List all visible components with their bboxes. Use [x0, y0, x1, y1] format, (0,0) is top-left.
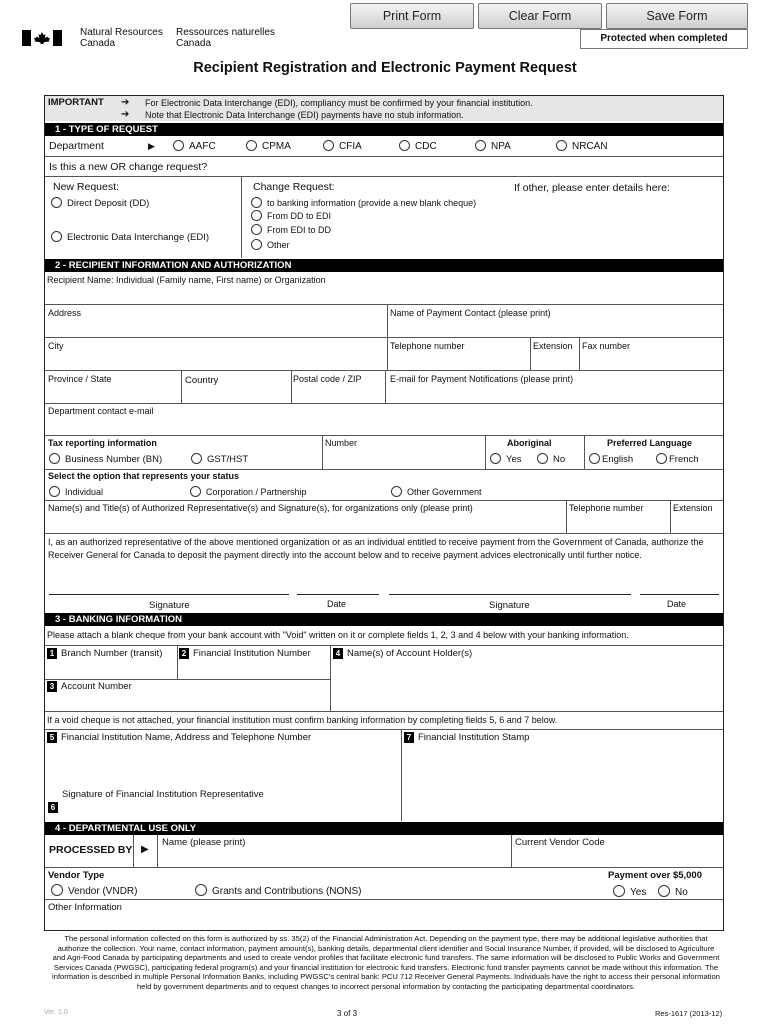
form-id: Res-1617 (2013-12) — [655, 1009, 723, 1018]
other-government-radio[interactable]: Other Government — [391, 486, 482, 497]
other-details-label: If other, please enter details here: — [514, 182, 670, 194]
section-2-header: 2 - RECIPIENT INFORMATION AND AUTHORIZATION — [45, 259, 723, 272]
field-6-number: 6 — [48, 802, 58, 813]
individual-radio[interactable]: Individual — [49, 486, 103, 497]
edi-radio[interactable]: Electronic Data Interchange (EDI) — [51, 231, 209, 243]
authorized-rep-label: Name(s) and Title(s) of Authorized Representative(s) and Signature(s), for organizations only (please print) — [48, 503, 473, 513]
vendor-vndr-radio[interactable]: Vendor (VNDR) — [51, 884, 137, 897]
signature-label: Signature — [149, 600, 190, 611]
gst-radio[interactable]: GST/HST — [191, 453, 248, 465]
section-3-header: 3 - BANKING INFORMATION — [45, 613, 723, 626]
country-label: Country — [185, 375, 219, 386]
dept-name-en: Natural Resources Canada — [80, 27, 163, 49]
dept-cpma-radio[interactable]: CPMA — [246, 140, 291, 152]
important-box — [45, 96, 723, 121]
page-number: 3 of 3 — [337, 1009, 358, 1018]
void-cheque-note: If a void cheque is not attached, your financial institution must confirm banking information by completing fields 5, 6 and 7 below. — [47, 715, 558, 725]
extension-label: Extension — [533, 341, 573, 351]
tax-info-label: Tax reporting information — [48, 438, 157, 448]
privacy-notice: The personal information collected on this form is authorized by ss. 35(2) of the Financial Administration Act. Depending on the payment type, there may be additional legislative authorities that authorize the collection. Your name, contact information, payment amount(s), banking details, departmental client identifier and Social Insurance Number, if provided, will be disclosed to Agriculture and Agri-Food Canada by participating departments and used to create vendor profiles that facilitate electronic fund transfers. The same information will be disclosed to Public Works and Government Services Canada (PWGSC), participating federal program(s) and your financial institution for electronic fund transfers. Electronic fund transfer payments cannot be made without this information. The information is described in multiple Personal Information Banks, including PWGSC's central bank: PCU 712 Receiver General Payments. Individuals have the right to access their personal information held by government departments and to request changes to incorrect personal information by contacting the participating departmental coordinators. — [52, 934, 720, 991]
payment-contact-label: Name of Payment Contact (please print) — [390, 308, 551, 318]
name-print-label: Name (please print) — [162, 837, 246, 848]
change-banking-radio[interactable]: to banking information (provide a new blank cheque) — [251, 197, 476, 208]
signature-label-2: Signature — [489, 600, 530, 611]
email-notification-label: E-mail for Payment Notifications (please print) — [390, 374, 574, 384]
dept-cdc-radio[interactable]: CDC — [399, 140, 437, 152]
account-number-label: 3 Account Number — [47, 681, 132, 692]
dept-nrcan-radio[interactable]: NRCAN — [556, 140, 608, 152]
banking-instructions: Please attach a blank cheque from your bank account with "Void" written on it or complete fields 1, 2, 3 and 4 below with your banking information. — [47, 630, 629, 640]
version-label: Ver. 1.0 — [44, 1009, 68, 1016]
important-label: IMPORTANT — [48, 97, 104, 108]
dept-email-label: Department contact e-mail — [48, 406, 154, 416]
processed-by-label: PROCESSED BY — [49, 844, 133, 856]
payment-no-radio[interactable]: No — [658, 885, 688, 898]
change-edi-to-dd-radio[interactable]: From EDI to DD — [251, 224, 331, 235]
department-label: Department — [49, 140, 104, 152]
recipient-name-label: Recipient Name: Individual (Family name, First name) or Organization — [47, 275, 326, 285]
date-label: Date — [327, 599, 347, 609]
rep-extension-label: Extension — [673, 503, 713, 513]
aboriginal-yes-radio[interactable]: Yes — [490, 453, 522, 465]
institution-stamp-label: 7 Financial Institution Stamp — [404, 732, 529, 743]
vendor-code-label: Current Vendor Code — [515, 837, 605, 848]
aboriginal-label: Aboriginal — [507, 438, 552, 448]
vendor-type-label: Vendor Type — [48, 870, 105, 881]
fax-label: Fax number — [582, 341, 631, 351]
important-line2: Note that Electronic Data Interchange (EDI) payments have no stub information. — [145, 110, 464, 120]
date-label-2: Date — [667, 599, 687, 609]
change-request-label: Change Request: — [253, 181, 335, 193]
number-label: Number — [325, 438, 358, 448]
grants-radio[interactable]: Grants and Contributions (NONS) — [195, 884, 362, 897]
dept-name-fr: Ressources naturelles Canada — [176, 27, 275, 49]
institution-rep-signature-label: Signature of Financial Institution Representative — [62, 789, 264, 800]
postal-code-label: Postal code / ZIP — [293, 374, 362, 384]
important-line1: For Electronic Data Interchange (EDI), compliancy must be confirmed by your financial institution. — [145, 98, 533, 108]
city-label: City — [48, 341, 64, 351]
clear-form-button[interactable]: Clear Form — [478, 3, 602, 29]
rep-telephone-label: Telephone number — [569, 503, 644, 513]
aboriginal-no-radio[interactable]: No — [537, 453, 565, 465]
processed-pointer-icon: ▶ — [141, 844, 149, 855]
payment-over-label: Payment over $5,000 — [608, 870, 703, 881]
payment-yes-radio[interactable]: Yes — [613, 885, 646, 898]
direct-deposit-radio[interactable]: Direct Deposit (DD) — [51, 197, 149, 209]
pointer-icon: ▶ — [148, 141, 155, 151]
authorization-text: I, as an authorized representative of the above mentioned organization or as an individual entitled to receive payment from the Government of Canada, authorize the Receiver General for Canada to deposit the payment directly into the account below and to receive payment advices electronically until further notice. — [48, 537, 704, 560]
section-4-header: 4 - DEPARTMENTAL USE ONLY — [45, 822, 723, 835]
bn-radio[interactable]: Business Number (BN) — [49, 453, 162, 465]
account-holder-label: 4 Name(s) of Account Holder(s) — [333, 648, 472, 659]
french-radio[interactable]: French — [656, 453, 699, 465]
branch-number-label: 1 Branch Number (transit) — [47, 648, 162, 659]
arrow-icon: ➔ — [121, 109, 130, 120]
new-request-label: New Request: — [53, 181, 119, 193]
address-label: Address — [48, 308, 82, 318]
institution-number-label: 2 Financial Institution Number — [179, 648, 311, 659]
protected-label: Protected when completed — [580, 29, 748, 49]
form-title: Recipient Registration and Electronic Payment Request — [193, 60, 577, 76]
institution-name-label: 5 Financial Institution Name, Address and Telephone Number — [47, 732, 311, 743]
select-status-label: Select the option that represents your status — [48, 471, 240, 481]
pref-lang-label: Preferred Language — [607, 438, 693, 448]
dept-cfia-radio[interactable]: CFIA — [323, 140, 362, 152]
print-form-button[interactable]: Print Form — [350, 3, 474, 29]
change-other-radio[interactable]: Other — [251, 239, 290, 250]
english-radio[interactable]: English — [589, 453, 633, 465]
change-dd-to-edi-radio[interactable]: From DD to EDI — [251, 210, 331, 221]
dept-npa-radio[interactable]: NPA — [475, 140, 511, 152]
dept-aafc-radio[interactable]: AAFC — [173, 140, 216, 152]
canada-flag-logo — [22, 30, 62, 46]
arrow-icon: ➔ — [121, 97, 130, 108]
form-body — [44, 95, 724, 931]
other-info-label: Other Information — [48, 902, 122, 913]
province-label: Province / State — [48, 374, 112, 384]
section-1-header: 1 - TYPE OF REQUEST — [45, 123, 723, 136]
corporation-radio[interactable]: Corporation / Partnership — [190, 486, 307, 497]
new-or-change-question: Is this a new OR change request? — [49, 161, 208, 173]
save-form-button[interactable]: Save Form — [606, 3, 748, 29]
telephone-label: Telephone number — [390, 341, 465, 351]
